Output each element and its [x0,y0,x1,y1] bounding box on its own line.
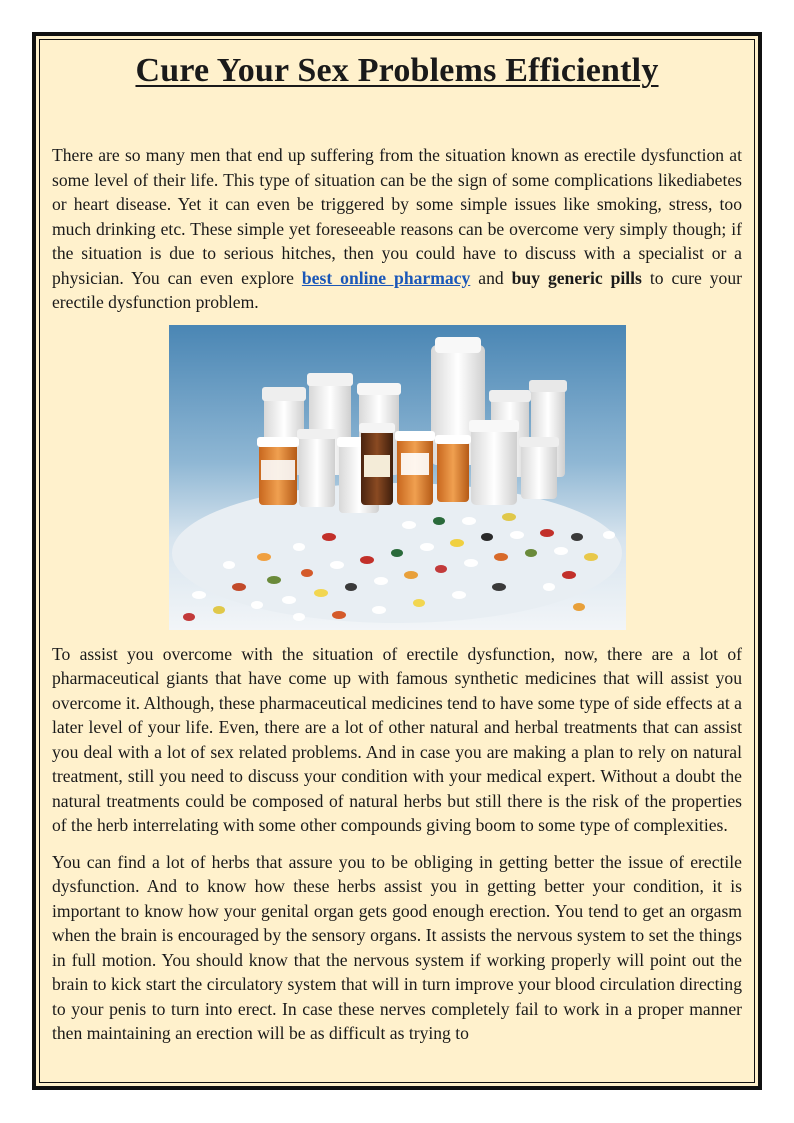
paragraph-intro [52,143,742,315]
paragraph-herbs: You can find a lot of herbs that assure you to be obliging in getting better the issue of erectile dysfunction. And to know how these herbs assist you in getting better your condition, it is important to know how your genital organ gets good enough erection. You tend to get an orgasm when the brain is encouraged by the sensory organs. It assists the nervous system to set the things in full motion. You should know that the nervous system if working properly will point out the brain to kick start the circulatory system that will in turn improve your blood circulation directing to your penis to turn into erect. In case these nerves completely fail to work in a proper manner then maintaining an erection will be as difficult as trying to [52,851,742,1043]
intro-end-text: to cure your erectile dysfunction problem. [52,267,743,312]
pills-photo-container [52,325,742,630]
buy-generic-pills-bold: buy generic pills [511,267,642,288]
intro-and: and [470,267,512,288]
best-online-pharmacy-link[interactable]: best online pharmacy [301,267,471,288]
bottles-front-row [257,420,559,513]
intro-text: There are so many men that end up suffering from the situation known as erectile dysfunction at some level of their life. This type of situation can be the sign of some complications likediabetes or heart disease. Yet it can even be triggered by some simple issues like smoking, stress, too much drinking etc. These simple yet foreseeable reasons can be overcome very simply though; if the situation is due to serious hitches, then you could have to discuss with a specialist or a physician. You can even explore [52,145,742,288]
page-border-outer [32,32,762,1090]
document-body [52,143,742,1046]
document-title: Cure Your Sex Problems Efficiently [135,52,659,89]
pill-bottles-photo [169,325,626,630]
paragraph-synthetic-medicines: To assist you overcome with the situation of erectile dysfunction, now, there are a lot of pharmaceutical giants that have come up with famous synthetic medicines that will assist you overcome it. Although, these pharmaceutical medicines tend to have some type of side effects at a later level of your life. Even, there are a lot of other natural and herbal treatments that can assist you deal with a lot of sex related problems. And in case you are making a plan to rely on natural treatment, still you need to discuss your condition with your medical expert. Without a doubt the natural treatments could be composed of natural herbs but still there is the risk of the properties of the herb interrelating with some other compounds giving boom to some type of complexities. [52,643,742,835]
page-border-inner [39,39,755,1083]
